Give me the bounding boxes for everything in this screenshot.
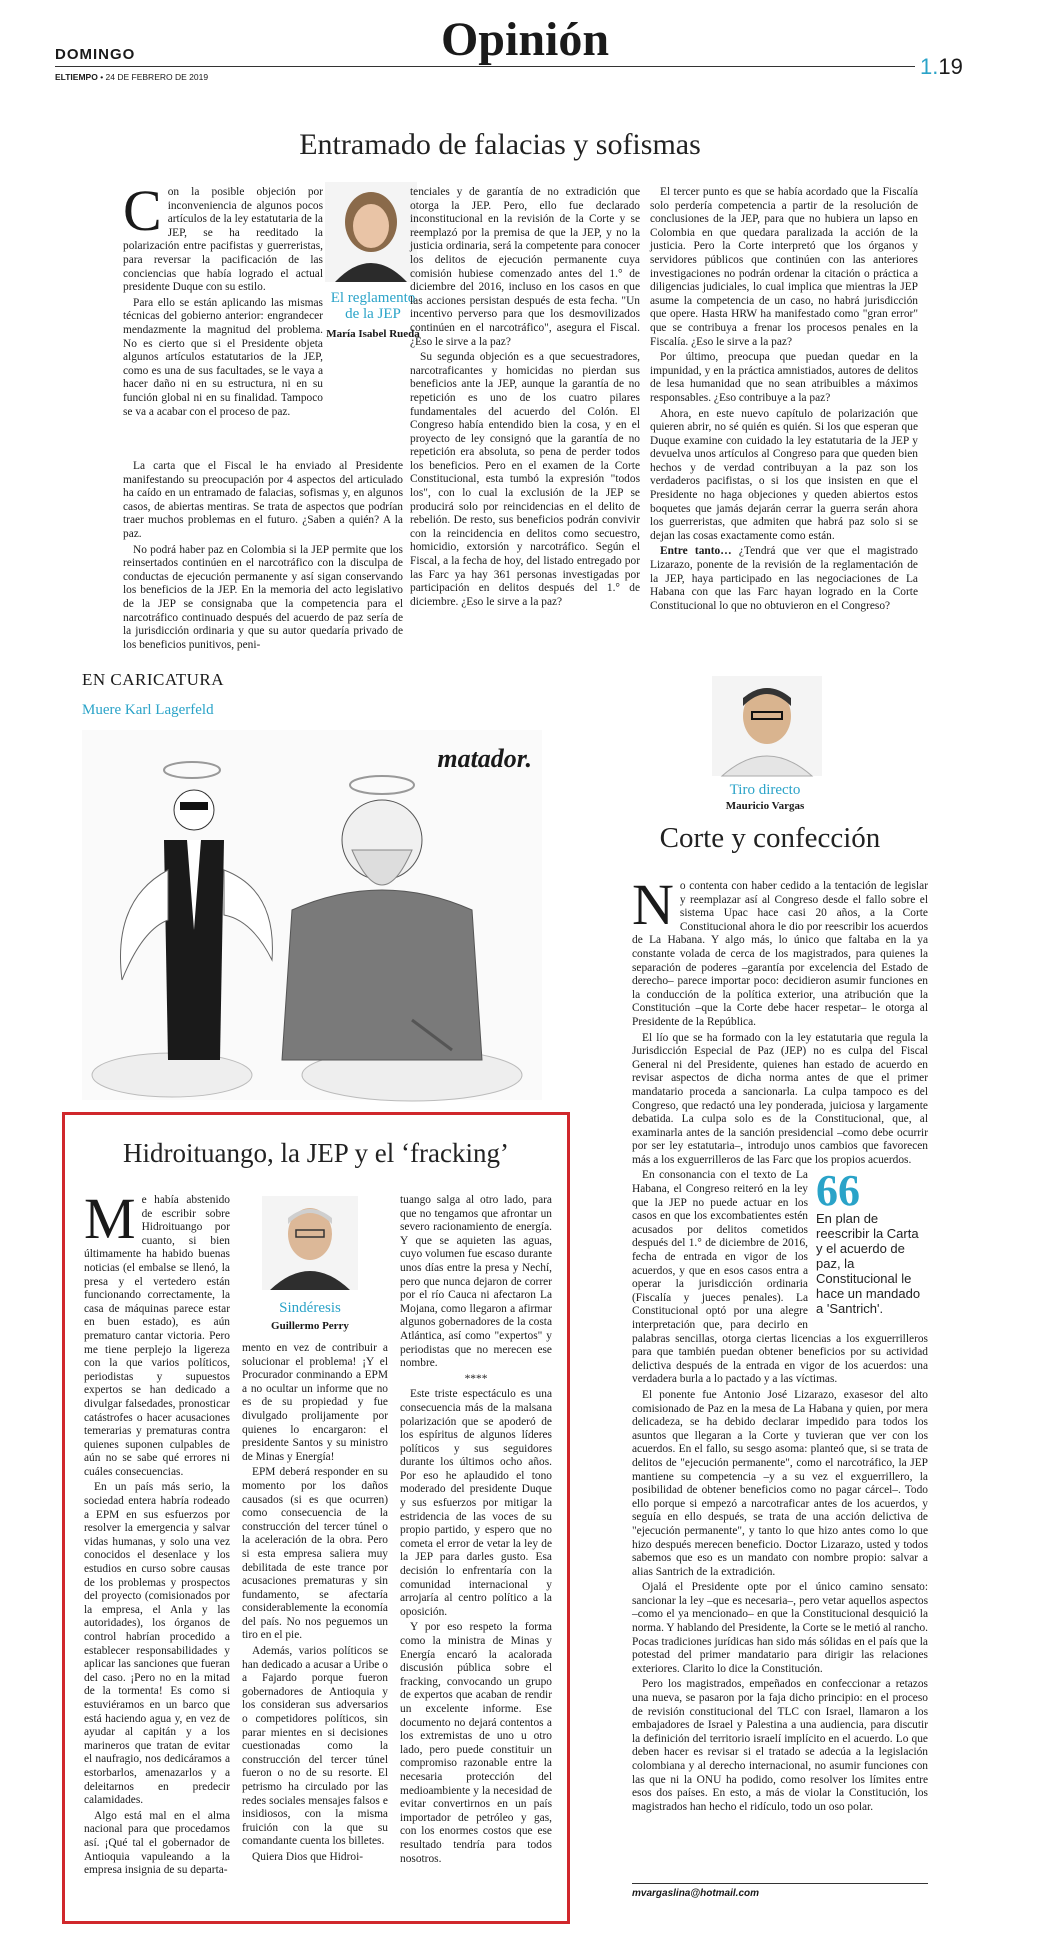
author-photo-icon <box>325 182 417 282</box>
author3-photo-icon <box>262 1196 358 1290</box>
article3-col1 <box>84 1186 230 1912</box>
article3-title: Hidroituango, la JEP y el ‘fracking’ <box>123 1138 509 1168</box>
article3-dropcap: M <box>84 1186 136 1251</box>
paragraph: Este triste espectáculo es una consecuencia más de la malsana polarización que se apoderó de los espíritus de algunos líderes políticos y sus seguidores durante los últimos ocho años. Por eso he aplaudido el tono moderado del presidente Duque y sus esfuerzos por mitigar la estridencia de las voces de su propio partido, y espero que no cometa el error de vetar la ley de la JEP para darles gusto. Esa decisión lo enfrentaría con la comunidad internacional y arrojaría al centro político a la oposición. <box>400 1388 552 1618</box>
paper-name: ELTIEMPO <box>55 72 98 82</box>
article2-author: Mauricio Vargas <box>725 800 805 812</box>
cartoon-title: Muere Karl Lagerfeld <box>82 702 214 718</box>
paragraph: Para ello se están aplicando las mismas técnicas del gobierno anterior: engrandecer mendazmente la magnitud del problema. No es cierto que si el Presidente objeta algunos artículos estatutarios de la JEP, como es una de sus facultades, se le vaya a hacer daño ni en su estructura, ni en su función global ni en su finalidad. Tampoco se va a acabar con el proceso de paz. <box>123 296 323 418</box>
paragraph: El lío que se ha formado con la ley estatutaria que regula la Jurisdicción Especial de Paz (JEP) no es culpa del Fiscal General ni del Presidente, quienes han estado de acuerdo en revisar aspectos de dicha norma antes de que el primer mandatario proceda a sancionarla. La culpa tampoco es del Congreso, que redactó una ley ponderada, juiciosa y largamente debatida. La culpa solo es de la Constitucional, que, al examinarla antes de la sanción presidencial –como debe ocurrir por ser ley estatutaria–, introdujo unos cambios que favorecen más a los exguerrilleros de las Farc que los propios acuerdos. <box>632 1031 928 1166</box>
pullquote <box>816 1166 928 1317</box>
article1-author: María Isabel Rueda <box>326 328 420 340</box>
paragraph: El tercer punto es que se había acordado que la Fiscalía solo perdería competencia a partir de la resolución de conclusiones de la JEP, para que no hubiera un lapso en Colombia en que quedara paralizada la acción de la justicia. Pero la Corte interpretó que los órganos y servidores públicos que continúen con las anteriores investigaciones no podrán ordenar la citación o práctica a diligencias judiciales, lo cual implica que mientras la JEP asume la competencia de un caso, no habrá jurisdicción que opere. Hasta HRW ha manifestado como "gran error" que se contribuya a frenar los procesos penales en la Fiscalía. ¿Eso le sirve a la paz? <box>650 186 918 348</box>
pullquote-text: En plan de reescribir la Carta y el acuerdo de paz, la Constitucional le hace un mandado a 'Santrich'. <box>816 1211 921 1317</box>
article2-body <box>632 872 928 1880</box>
article1-col3 <box>650 186 918 640</box>
paragraph: o contenta con haber cedido a la tentación de legislar y reemplazar así al Congreso desde el fallo sobre el sistema Upac hace casi 20 años, a la Corte Constitucional ahora le dio por reescribir los acuerdos de La Habana. Y algo más, lo único que faltaba en la ya constante volada de cerca de los magistrados, para quienes la separación de poderes –garantía por excelencia del Estado de derecho– parece importar poco: decidieron asumir funciones en la conducción de la política exterior, una atribución que la Constitución –que la Corte debe hacer respetar– le otorga al Presidente de la República. <box>632 880 928 1028</box>
author2-photo <box>712 676 822 776</box>
article3-column-name: Sindéresis <box>279 1300 341 1316</box>
paper-date <box>55 72 208 82</box>
paragraph: No podrá haber paz en Colombia si la JEP permite que los reinsertados continúen en el narcotráfico con la disculpa de conductas de ejecución permanente y así sigan conservando los beneficios de la JEP. En la memoria del acto legislativo de la JEP se consignaba que la competencia para el narcotráfico continuado después del acuerdo de paz sería de la jurisdicción ordinaria y que su autor quedaría privado de los beneficios punitivos, peni- <box>123 543 403 651</box>
column-name-line1: El reglamento <box>330 290 416 306</box>
date-label: • 24 DE FEBRERO DE 2019 <box>100 72 209 82</box>
paragraph: Ahora, en este nuevo capítulo de polarización que quieren abrir, no sé quién es quién. Si los que esperan que Duque examine con cuidado la ley estatutaria de la JEP y devuelva unos artículos al Congreso para que queden bien hechos y de verdad contribuyan a la paz son los verdaderos pacifistas, o si los que insisten en que el Presidente no haga objeciones y queden abiertos estos boquetes que jamás dejarán cerrar la guerra serán ahora los guerreristas, que admiten que habrá paz solo si se dejan las cosas exactamente como están. <box>650 407 918 542</box>
page-number <box>920 54 963 80</box>
quote-mark-icon: 66 <box>816 1166 860 1216</box>
article3-author: Guillermo Perry <box>271 1320 349 1332</box>
paragraph: EPM deberá responder en su momento por los daños causados (si es que ocurren) como consecuencia de la construcción del tercer túnel o la aceleración de la obra. Pero si esta empresa saliera muy debilitada de este trance por acusaciones prematuras y sin fundamento, se afectaría considerablemente la economía del país. No nos peguemos un tiro en el pie. <box>242 1466 388 1642</box>
cartoon-section: EN CARICATURA <box>82 670 225 689</box>
article1-col2 <box>410 186 640 640</box>
email-rule <box>632 1883 928 1884</box>
paragraph: La carta que el Fiscal le ha enviado al Presidente manifestando su preocupación por 4 aspectos del articulado ha caído en un entramado de falacias, sofismas y, en algunos casos, de abiertas mentiras. Se trata de aspectos que podrían traer muchos problemas en el futuro. ¿Saben a quién? A la paz. <box>123 460 403 540</box>
column-name-line2: de la JEP <box>345 306 401 322</box>
paragraph: El ponente fue Antonio José Lizarazo, exasesor del alto comisionado de Paz en la mesa de La Habana y quien, por mera delicadeza, se ha debido declarar impedido para todos los asuntos que llegaran a la Corte y tuvieran que ver con los acuerdos. En el fallo, su sesgo asoma: planteó que, si se trata de delitos de "ejecución permanente", como el narcotráfico, la JEP mantiene su competencia –y a su vez el exguerrillero, la posibilidad de obtener beneficios como no pagar cárcel–. Todo ello porque si empezó a narcotraficar antes de los acuerdos, y seguía en ello después, se trata de una acción delictiva de "ejecución permanente", y tanto lo que hizo antes como lo que hizo después merecen beneficio. Doctor Lizarazo, usted y todos sabemos que eso es un mandato con nombre propio: salvar a alias Santrich de la extradición. <box>632 1388 928 1578</box>
paragraph: En consonancia con el texto de La Habana, el Congreso reiteró en la ley que la JEP no puede actuar en los casos en que los excombatientes estén acusados por delitos cometidos después del 1.° de diciembre de 2016, fecha de entrada en vigor de los acuerdos, y que en esos casos entra a operar la jurisdicción ordinaria (Fiscalía y jueces penales). La Constitucional optó por una alegre interpretación que, para decirlo en palabras sencillas, otorga ciertas licencias a los exguerrilleros para que también puedan obtener beneficios por su actividad delictiva después de la entrada en vigor de los acuerdos: una verdadera burla a lo pactado y a las víctimas. <box>632 1169 928 1386</box>
author3-photo <box>262 1196 358 1290</box>
paragraph: Algo está mal en el alma nacional para que procedamos así. ¡Qué tal el gobernador de Antioquia vapuleando a la empresa insignia de su departa- <box>84 1809 230 1877</box>
paragraph: tenciales y de garantía de no extradición que otorga la JEP. Pero, ello fue declarado inconstitucional en la revisión de la Corte y se reemplazó por la premisa de que la JEP, y no la justicia ordinaria, será la competente para conocer los delitos de ejecución permanente cuya comisión hubiese comenzado antes del 1.° de diciembre del 2016, incluso en los casos en que las acciones persistan después de esta fecha. "Un incentivo perverso para que los desmovilizados continúen en el narcotráfico", asegura el Fiscal. ¿Eso le sirve a la paz? <box>410 186 640 348</box>
article1-dropcap: C <box>123 178 162 243</box>
entre-tanto-lead: Entre tanto… <box>660 545 732 558</box>
article2-title: Corte y confección <box>659 822 881 854</box>
author2-photo-icon <box>712 676 822 776</box>
header-rule <box>55 66 915 67</box>
article2-dropcap: N <box>632 872 674 937</box>
paragraph: mento en vez de contribuir a solucionar el problema! ¡Y el Procurador conminando a EPM a no ocultar un informe que no es de su propiedad y fue divulgado prolijamente por quienes lo encargaron: el presidente Santos y su ministro de Minas y Energía! <box>242 1342 388 1463</box>
paragraph: Por último, preocupa que puedan quedar en la impunidad, y en la práctica amnistiados, autores de delitos de lesa humanidad que no sean atribuibles a máximos responsables. ¿Eso contribuye a la paz? <box>650 351 918 404</box>
cartoon-signature: matador. <box>437 744 532 773</box>
paragraph: Pero los magistrados, empeñados en confeccionar a retazos una nueva, se pasaron por la faja dicho principio: en el proceso de revisión constitucional del TLC con Israel, llamaron a los embajadores de Israel y Palestina a una audiencia, para discutir la definición del territorio israelí implícito en el acuerdo. Lo que deben hacer es revisar si el tratado se adecúa a la legislación colombiana y al derecho internacional, no asumir funciones con las que ni la ONU ha podido, como resolver los límites entre esos dos países. En esto, a más de violar la Constitución, los magistrados han hecho el ridículo, todo un oso polar. <box>632 1678 928 1813</box>
article3-col3 <box>400 1194 552 1912</box>
paragraph: En un país más serio, la sociedad entera habría rodeado a EPM en sus esfuerzos por resolver la emergencia y salvar vidas humanas, y solo una vez conocidos el desenlace y los estudios en curso sobre causas de los problemas y prospectos del proyecto (comisionados por la empresa, el Anla y las autoridades), los órganos de control habrían procedido a establecer responsabilidades y aplicar las sanciones que fueran del caso. ¡Pero no en la mitad de la tormenta! Es como si estuviéramos en un barco que está haciendo agua y, en vez de ayudar al capitán y a los marineros que tratan de evitar el naufragio, nos dedicáramos a estorbarlos, amenazarlos y a deleitarnos en predecir calamidades. <box>84 1481 230 1807</box>
paragraph: Y por eso respeto la forma como la ministra de Minas y Energía encaró la acalorada discusión pública sobre el fracking, convocando un grupo de expertos que acaban de rendir un excelente informe. Ese documento no dejará contentos a los extremistas de uno u otro lado, pero puede constituir un compromiso razonable entre la necesaria protección del medioambiente y la necesidad de evitar convertirnos en un país importador de petróleo y gas, con los enormes costos que ese resultado tendría para todos nosotros. <box>400 1621 552 1865</box>
day-label: DOMINGO <box>55 46 136 63</box>
article3-col2 <box>242 1342 388 1912</box>
paragraph: e había abstenido de escribir sobre Hidroituango por cuanto, si bien últimamente ha habido buenas noticias (el embalse se llenó, la presa y el vertedero están funcionando correctamente, la casa de máquinas parece estar en buen estado), es aún prematuro cantar victoria. Pero me tiene perplejo la ligereza con la que varios políticos, periodistas y supuestos expertos se han dedicado a divulgar falsedades, pronosticar catástrofes o hacer acusaciones temerarias y prematuras contra quienes suponen culpables de aún no se sabe qué errores ni cuáles consecuencias. <box>84 1194 230 1478</box>
cartoon-image <box>82 730 542 1100</box>
page-prefix: 1. <box>920 54 939 79</box>
article2-email: mvargaslina@hotmail.com <box>632 1888 760 1899</box>
page-num: 19 <box>938 54 963 79</box>
paragraph: Ojalá el Presidente opte por el único camino sensato: sancionar la ley –que es necesaria–, pero vetar aquellos aspectos –como el ya mencionado– en que la Constitucional desquició la norma. Y hablando del Presidente, la Corte se le metió al rancho. Pocas tradiciones jurídicas han sido más sólidas en el país que la potestad del primer mandatario para dirigir las relaciones exteriores. Clarito lo dice la Constitución. <box>632 1581 928 1675</box>
article2-column-name: Tiro directo <box>729 782 801 798</box>
paragraph <box>650 545 918 613</box>
paragraph: Su segunda objeción es a que secuestradores, narcotraficantes y homicidas no pierdan sus beneficios ante la JEP, aunque la garantía de no repetición es uno de los cuatro pilares fundamentales del acuerdo del Colón. El Congreso había entendido bien la cosa, y en el proyecto de ley consignó que la garantía de no repetición era absoluta, so pena de perder todos los beneficios. Pero en el examen de la Corte Constitucional, esta tumbó la expresión "todos los", con lo cual la exclusión de la JEP se producirá solo por reincidencias en el delito de rebelión. De resto, sus beneficios podrán convivir con la reincidencia en delitos como secuestro, homicidio, extorsión y narcotráfico. Según el Fiscal, a la fecha de hoy, del listado entregado por las Farc ya hay 361 personas investigadas por participación en delitos después del 1.° de diciembre. ¿Eso le sirve a la paz? <box>410 351 640 608</box>
entre-tanto-text: ¿Tendrá que ver que el magistrado Lizarazo, ponente de la revisión de la reglamentación de la JEP, haya participado en las negociaciones de La Habana con que las Farc hayan logrado en la Corte Constitucional lo que no obtuvieron en el Congreso? <box>650 545 918 612</box>
cartoon-drawing <box>82 730 542 1100</box>
author-photo <box>325 182 417 282</box>
separator: **** <box>464 1372 488 1385</box>
section-title: Opinión <box>440 13 610 66</box>
paragraph: Además, varios políticos se han dedicado a acusar a Uribe o a Fajardo porque fueron gobernadores de Antioquia y los consideran sus adversarios o competidores políticos, sin parar mientes en si decisiones cuestionadas como la construcción del tercer túnel fueron o no de su resorte. El petrismo ha circulado por las redes sociales mensajes falsos e insidiosos, con la misma fruición con la que su comandante cuenta los billetes. <box>242 1645 388 1848</box>
paragraph: tuango salga al otro lado, para que no tengamos que afrontar un severo racionamiento de energía. Y que se aquieten las aguas, cuyo volumen fue escaso durante unos días entre la presa y Nechí, pero que nunca dejaron de correr por el río Cauca ni afectaron La Mojana, como llegaron a afirmar algunos gobernadores de la costa Atlántica, así como "expertos" y periodistas que no merecen ese nombre. <box>400 1194 552 1370</box>
paragraph: Quiera Dios que Hidroi- <box>252 1850 364 1863</box>
article1-col1b <box>123 460 403 651</box>
paragraph: on la posible objeción por inconveniencia de algunos pocos artículos de la ley estatutaria de la JEP, se ha reeditado la polarización entre pacifistas y guerreristas, para reversar la pacificación de las conciencias que había logrado el actual presidente Duque con su estilo. <box>123 186 323 294</box>
article1-title: Entramado de falacias y sofismas <box>299 128 701 161</box>
